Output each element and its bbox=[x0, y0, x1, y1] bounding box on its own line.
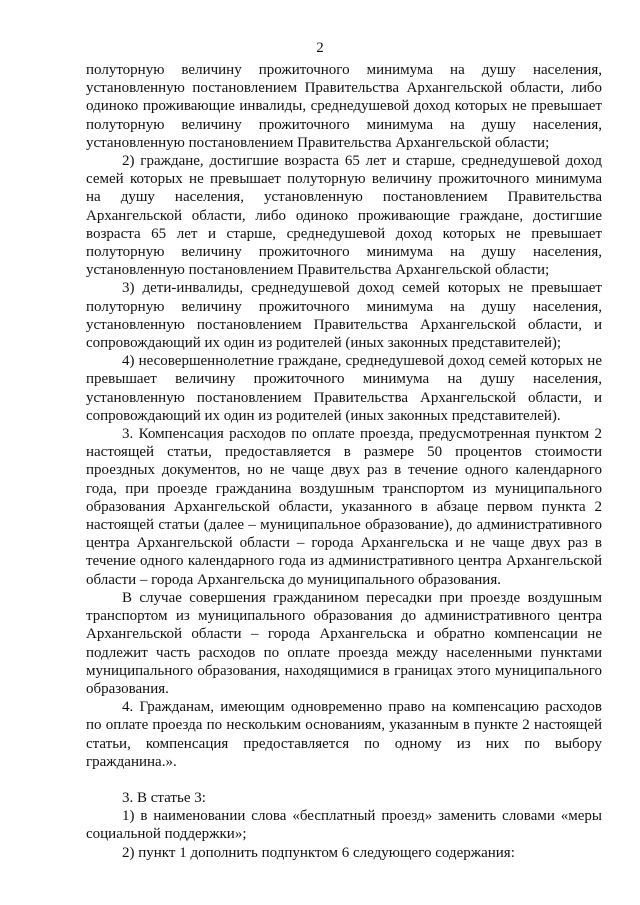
paragraph-continuation: полуторную величину прожиточного минимума на душу населения, установленную постановлением Правительства Архангельской области, либо одиноко проживающие инвалиды, среднедушевой доход которых не превышает полуторную величину прожиточного минимума на душу населения, установленную постановлением Правительства Архангельской области; bbox=[86, 62, 602, 151]
blank-line bbox=[86, 771, 602, 789]
paragraph-item-2: 2) граждане, достигшие возраста 65 лет и старше, среднедушевой доход семей которых не превышает полуторную величину прожиточного минимума на душу населения, установленную постановлением Правительства Архангельской области, либо одиноко проживающие граждане, достигшие возраста 65 лет и старше, среднедушевой доход которых не превышает полуторную величину прожиточного минимума на душу населения, установленную постановлением Правительства Архангельской области; bbox=[86, 153, 602, 279]
page-number: 2 bbox=[316, 40, 324, 56]
paragraph-article-3-heading: 3. В статье 3: bbox=[122, 789, 206, 806]
document-body bbox=[86, 61, 602, 862]
paragraph-item-3: 3) дети-инвалиды, среднедушевой доход семей которых не превышает полуторную величину прожиточного минимума на душу населения, установленную постановлением Правительства Архангельской области, и сопровождающий их один из родителей (иных законных представителей); bbox=[86, 280, 602, 352]
paragraph-transfer-case: В случае совершения гражданином пересадки при проезде воздушным транспортом из муниципального образования до административного центра Архангельской области – города Архангельска и обратно компенсации не подлежит часть расходов по оплате проезда между населенными пунктами муниципального образования, находящимися в границах этого муниципального образования. bbox=[86, 589, 602, 697]
paragraph-item-4: 4) несовершеннолетние граждане, среднедушевой доход семей которых не превышает величину прожиточного минимума на душу населения, установленную постановлением Правительства Архангельской области, и сопровождающий их один из родителей (иных законных представителей). bbox=[86, 353, 602, 424]
paragraph-clause-3: 3. Компенсация расходов по оплате проезда, предусмотренная пунктом 2 настоящей статьи, предоставляется в размере 50 процентов стоимости проездных документов, но не чаще двух раз в течение одного календарного года, при проезде гражданина воздушным транспортом из муниципального образования Архангельской области, указанного в абзаце первом пункта 2 настоящей статьи (далее – муниципальное образование), до административного центра Архангельской области – города Архангельска и не чаще двух раз в течение одного календарного года из административного центра Архангельской области – города Архангельска до муниципального образования. bbox=[86, 426, 602, 588]
paragraph-clause-4: 4. Гражданам, имеющим одновременно право на компенсацию расходов по оплате проезда по нескольким основаниям, указанным в пункте 2 настоящей статьи, компенсация предоставляется по одному из них по выбору гражданина.». bbox=[86, 699, 602, 770]
paragraph-amendment-1: 1) в наименовании слова «бесплатный проезд» заменить словами «меры социальной поддержки»; bbox=[86, 808, 602, 843]
paragraph-amendment-2: 2) пункт 1 дополнить подпунктом 6 следующего содержания: bbox=[122, 844, 515, 861]
